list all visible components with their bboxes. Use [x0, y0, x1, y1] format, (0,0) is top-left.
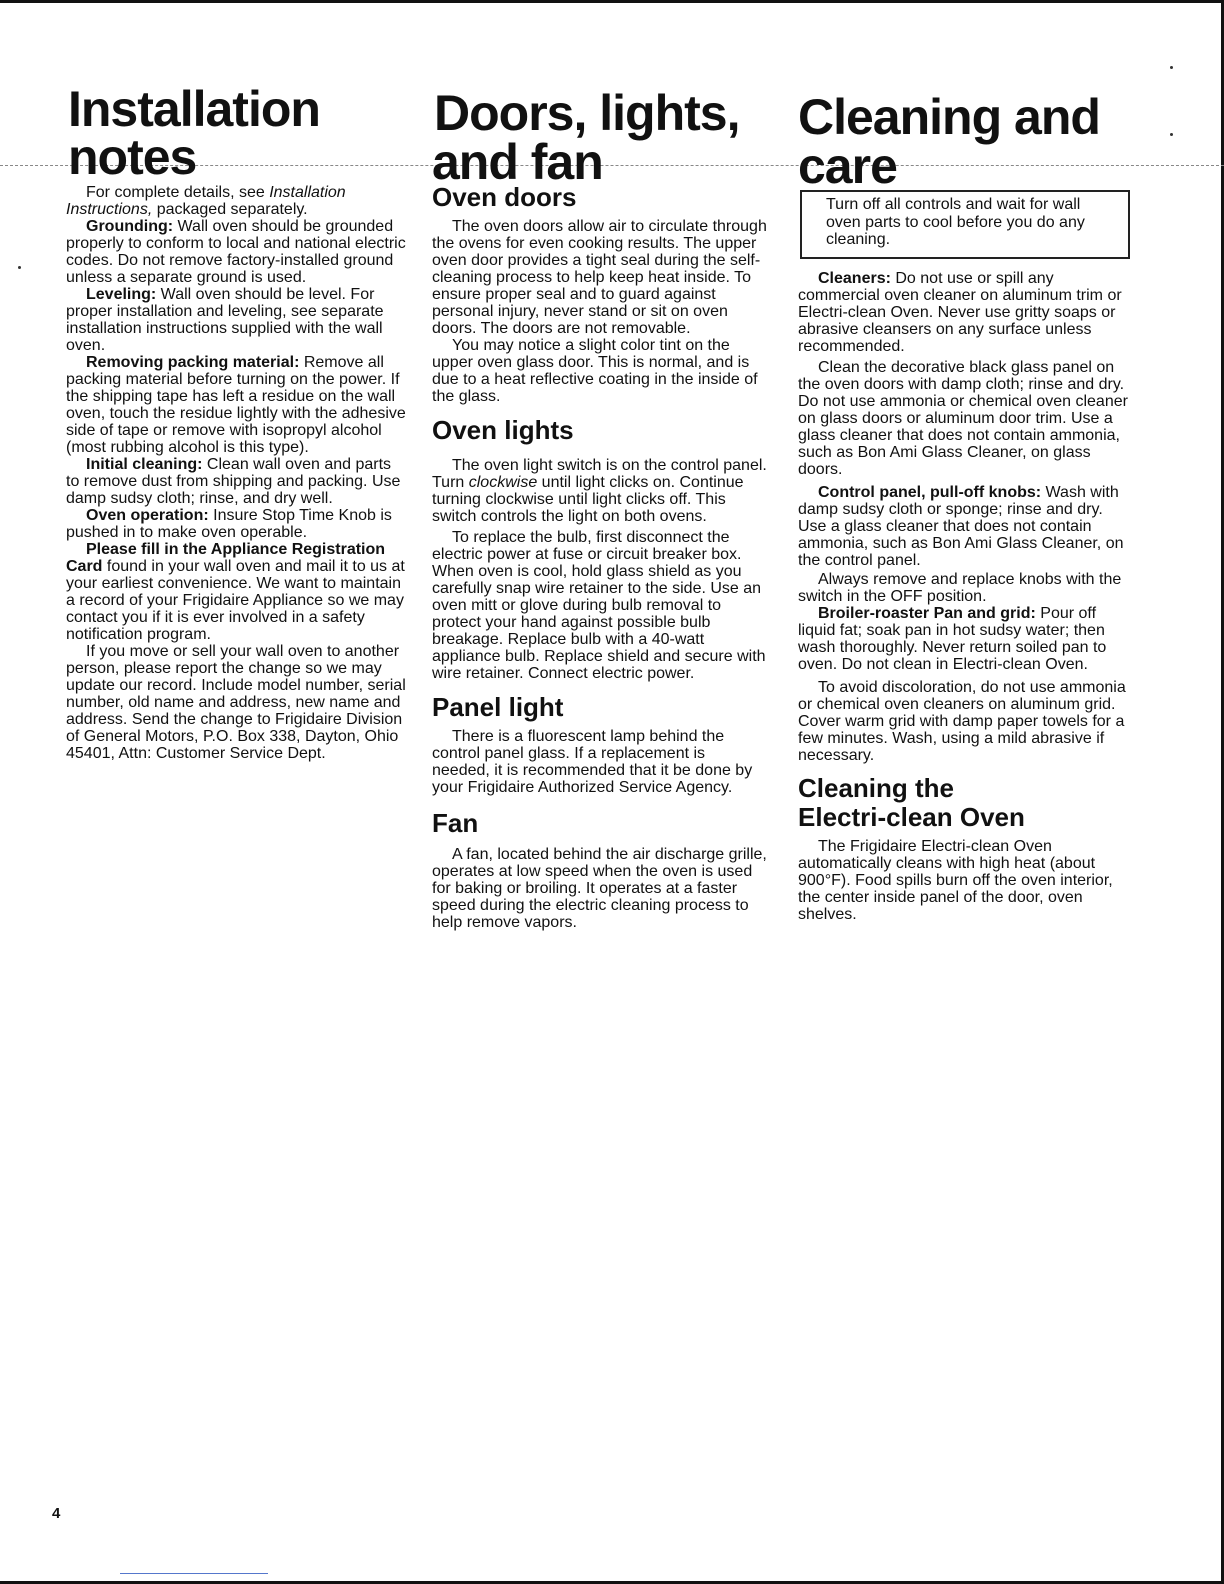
oven-operation-paragraph: Oven operation: Insure Stop Time Knob is pushed in to make oven operable.: [66, 507, 392, 541]
panel-light-paragraph: There is a fluorescent lamp behind the control panel glass. If a replacement is needed, it is recommended that it be done by your Frigidaire Authorized Service Agency.: [432, 728, 753, 796]
fan-paragraph: A fan, located behind the air discharge grille, operates at low speed when the oven is used for baking or broiling. It operates at a faster speed during the electric cleaning process to help remove vapors.: [432, 846, 767, 931]
cleaning-body: [798, 270, 1133, 923]
cleaners-paragraph: Cleaners: Do not use or spill any commercial oven cleaner on aluminum trim or Electri-clean Oven. Never use gritty soaps or abrasive cleansers on any surface unless recommended.: [798, 270, 1122, 355]
bottom-rule: [120, 1573, 268, 1574]
fan-heading: Fan: [432, 808, 479, 838]
broiler-pan-paragraph: Broiler-roaster Pan and grid: Pour off liquid fat; soak pan in hot sudsy water; then wash thoroughly. Never return soiled pan to oven. Do not clean in Electri-clean Oven.: [798, 605, 1107, 673]
oven-doors-paragraph-2: You may notice a slight color tint on the upper oven glass door. This is normal, and is due to a heat reflective coating in the inside of the glass.: [432, 337, 758, 405]
doors-title-line2: and fan: [432, 134, 603, 190]
doors-body: [432, 182, 767, 931]
packing-paragraph: Removing packing material: Remove all packing material before turning on the power. If the shipping tape has left a residue on the wall oven, touch the residue lightly with the adhesive side of tape or remove with isopropyl alcohol (most rubbing alcohol is this type).: [66, 354, 406, 456]
cleaning-title-line1: Cleaning and: [798, 89, 1100, 145]
discoloration-paragraph: To avoid discoloration, do not use ammonia or chemical oven cleaners on aluminum grid. Cover warm grid with damp paper towels for a few minutes. Wash, using a mild abrasive if necessary.: [798, 679, 1126, 764]
oven-lights-paragraph-1: The oven light switch is on the control panel. Turn clockwise until light clicks on. Continue turning clockwise until light clicks off. This switch controls the light on both ovens.: [432, 457, 767, 525]
leveling-paragraph: Leveling: Wall oven should be level. For proper installation and leveling, see separate installation instructions supplied with the wall oven.: [66, 286, 384, 354]
scan-speck: [1170, 66, 1173, 69]
installation-title-line1: Installation: [68, 81, 320, 137]
knobs-paragraph: Always remove and replace knobs with the switch in the OFF position.: [798, 571, 1122, 605]
electri-clean-heading-line1: Cleaning the: [798, 773, 955, 803]
electri-clean-heading-line2: Electri-clean Oven: [798, 802, 1025, 832]
electri-clean-paragraph: The Frigidaire Electri-clean Oven automatically cleans with high heat (about 900°F). Food spills burn off the oven interior, the center inside panel of the door, oven shelves.: [798, 838, 1113, 923]
scan-speck: [1170, 133, 1173, 136]
installation-intro: For complete details, see Installation Instructions, packaged separately.: [66, 184, 346, 218]
oven-lights-paragraph-2: To replace the bulb, first disconnect the electric power at fuse or circuit breaker box. When oven is cool, hold glass shield as you carefully snap wire retainer to the side. Use an oven mitt or glove during bulb removal to protect your hand against possible bulb breakage. Replace bulb with a 40-watt appliance bulb. Replace shield and secure with wire retainer. Connect electric power.: [432, 529, 766, 682]
grounding-paragraph: Grounding: Wall oven should be grounded properly to conform to local and national electric codes. Do not remove factory-installed ground unless a separate ground is used.: [66, 218, 406, 286]
glass-panel-paragraph: Clean the decorative black glass panel on the oven doors with damp cloth; rinse and dry. Do not use ammonia or chemical oven cleaner on glass doors or aluminum door trim. Use a glass cleaner that does not contain ammonia, such as Bon Ami Glass Cleaner, on glass doors.: [798, 359, 1128, 478]
oven-doors-heading: Oven doors: [432, 182, 577, 212]
panel-light-heading: Panel light: [432, 692, 564, 722]
page-number: 4: [52, 1505, 61, 1522]
scan-speck: [18, 266, 21, 269]
registration-paragraph: Please fill in the Appliance Registration Card found in your wall oven and mail it to us at your earliest convenience. We want to maintain a record of your Frigidaire Appliance so we may contact you if it is ever involved in a safety notification program.: [66, 541, 405, 643]
initial-cleaning-paragraph: Initial cleaning: Clean wall oven and parts to remove dust from shipping and packing. Use damp sudsy cloth; rinse, and dry well.: [66, 456, 401, 507]
installation-title-line2: notes: [68, 129, 197, 185]
safety-notice-box: Turn off all controls and wait for wall oven parts to cool before you do any cleaning.: [800, 190, 1130, 259]
control-panel-paragraph: Control panel, pull-off knobs: Wash with damp sudsy cloth or sponge; rinse and dry. Use a glass cleaner that does not contain ammonia, such as Bon Ami Glass Cleaner, on the control panel.: [798, 484, 1124, 569]
cleaning-title-line2: care: [798, 138, 897, 194]
move-or-sell-paragraph: If you move or sell your wall oven to another person, please report the change so we may update our record. Include model number, serial number, old name and address, new name and address. Send the change to Frigidaire Division of General Motors, P.O. Box 338, Dayton, Ohio 45401, Attn: Customer Service Dept.: [66, 643, 406, 762]
oven-lights-heading: Oven lights: [432, 415, 574, 445]
doors-title-line1: Doors, lights,: [434, 85, 740, 141]
installation-body: [66, 184, 406, 762]
oven-doors-paragraph-1: The oven doors allow air to circulate through the ovens for even cooking results. The upper oven door provides a tight seal during the self-cleaning process to help keep heat inside. To ensure proper seal and to guard against personal injury, never stand or sit on oven doors. The doors are not removable.: [432, 218, 767, 337]
